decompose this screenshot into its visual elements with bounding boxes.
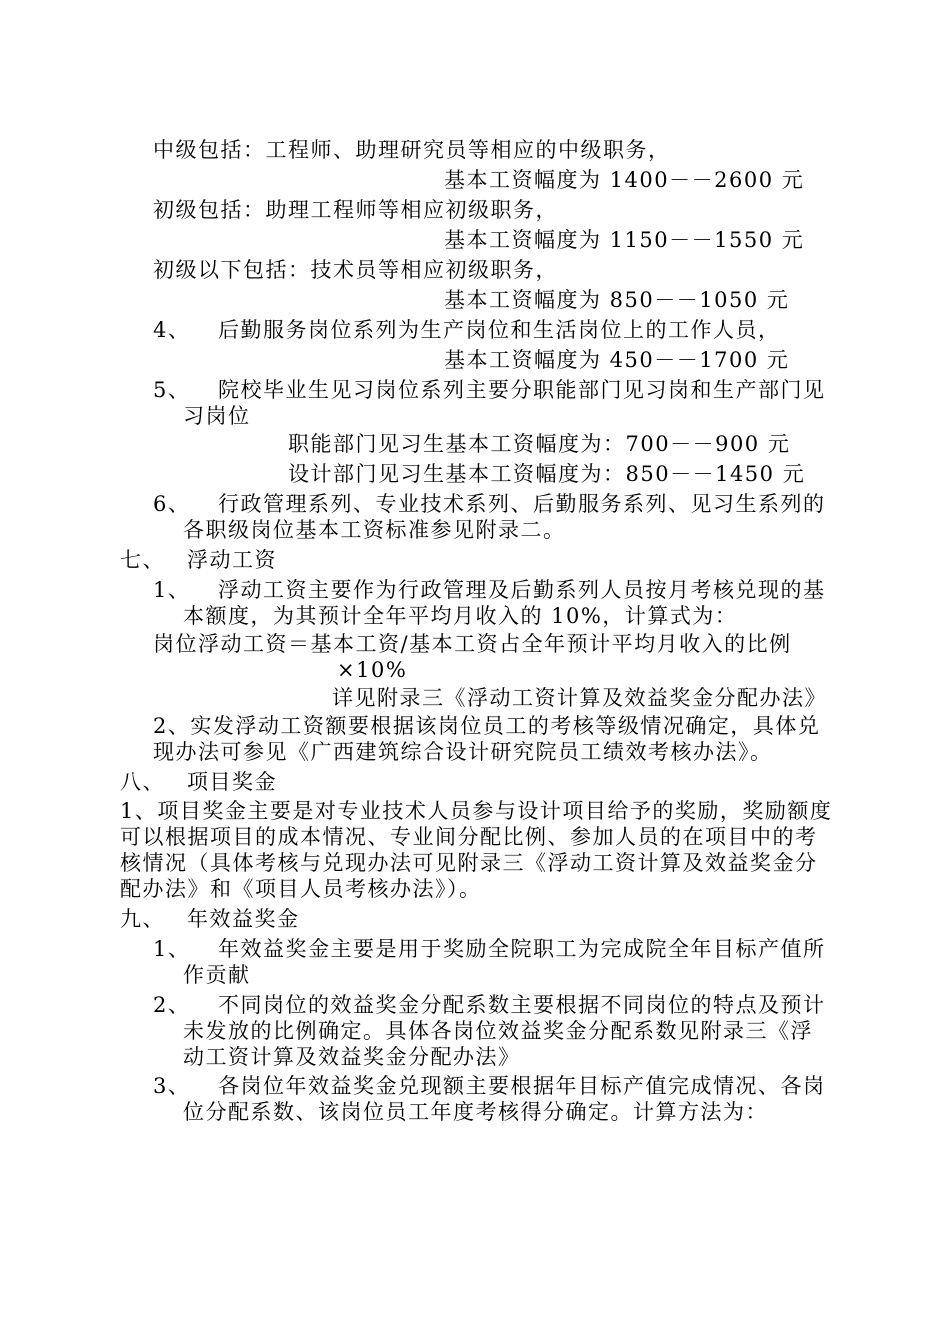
text-line: 初级包括：助理工程师等相应初级职务， (153, 198, 558, 222)
text-line: 配办法》和《项目人员考核办法》）。 (120, 877, 482, 901)
text-line: 2、实发浮动工资额要根据该岗位员工的考核等级情况确定，具体兑 (153, 714, 821, 738)
list-number: 3、 (153, 1074, 191, 1098)
text-line: 初级以下包括：技术员等相应初级职务， (153, 258, 558, 282)
text-line: 院校毕业生见习岗位系列主要分职能部门见习岗和生产部门见 (218, 378, 826, 402)
text-line: 1、项目奖金主要是对专业技术人员参与设计项目给予的奖励，奖励额度 (120, 799, 833, 823)
list-number: 5、 (153, 378, 191, 402)
list-number: 4、 (153, 318, 191, 342)
text-line: 各岗位年效益奖金兑现额主要根据年目标产值完成情况、各岗 (218, 1074, 826, 1098)
section-heading: 浮动工资 (187, 548, 277, 572)
text-line: 基本工资幅度为 1150－－1550 元 (444, 228, 805, 252)
list-number: 1、 (153, 937, 191, 961)
text-line: 习岗位 (183, 404, 251, 428)
text-line: 中级包括：工程师、助理研究员等相应的中级职务， (153, 138, 671, 162)
text-line: 未发放的比例确定。具体各岗位效益奖金分配系数见附录三《浮 (183, 1019, 813, 1043)
list-number: 1、 (153, 578, 191, 602)
text-line: 各职级岗位基本工资标准参见附录二。 (183, 518, 566, 542)
text-line: 基本工资幅度为 450－－1700 元 (444, 348, 790, 372)
text-line: 现办法可参见《广西建筑综合设计研究院员工绩效考核办法》。 (153, 740, 773, 764)
section-heading: 项目奖金 (187, 770, 277, 794)
formula-line: 岗位浮动工资＝基本工资/基本工资占全年预计平均月收入的比例 (153, 632, 792, 656)
section-number: 八、 (120, 770, 165, 794)
text-line: 不同岗位的效益奖金分配系数主要根据不同岗位的特点及预计 (218, 993, 826, 1017)
text-line: 行政管理系列、专业技术系列、后勤服务系列、见习生系列的 (218, 492, 826, 516)
text-line: 详见附录三《浮动工资计算及效益奖金分配办法》 (332, 686, 827, 710)
section-number: 七、 (120, 548, 165, 572)
text-line: 后勤服务岗位系列为生产岗位和生活岗位上的工作人员， (218, 318, 781, 342)
text-line: 动工资计算及效益奖金分配办法》 (183, 1045, 521, 1069)
list-number: 6、 (153, 492, 191, 516)
section-number: 九、 (120, 907, 165, 931)
section-heading: 年效益奖金 (187, 907, 300, 931)
text-line: 职能部门见习生基本工资幅度为：700－－900 元 (288, 432, 791, 456)
text-line: 核情况（具体考核与兑现办法可见附录三《浮动工资计算及效益奖金分 (120, 851, 818, 875)
list-number: 2、 (153, 993, 191, 1017)
text-line: 设计部门见习生基本工资幅度为：850－－1450 元 (288, 462, 806, 486)
text-line: 基本工资幅度为 850－－1050 元 (444, 288, 790, 312)
text-line: 位分配系数、该岗位员工年度考核得分确定。计算方法为： (183, 1100, 768, 1124)
text-line: 可以根据项目的成本情况、专业间分配比例、参加人员的在项目中的考 (120, 825, 818, 849)
text-line: 本额度，为其预计全年平均月收入的 10%，计算式为： (183, 604, 738, 628)
text-line: 作贡献 (183, 963, 251, 987)
text-line: 年效益奖金主要是用于奖励全院职工为完成院全年目标产值所 (218, 937, 826, 961)
text-line: 浮动工资主要作为行政管理及后勤系列人员按月考核兑现的基 (218, 578, 826, 602)
text-line: 基本工资幅度为 1400－－2600 元 (444, 168, 805, 192)
formula-line: ×10% (337, 658, 408, 682)
